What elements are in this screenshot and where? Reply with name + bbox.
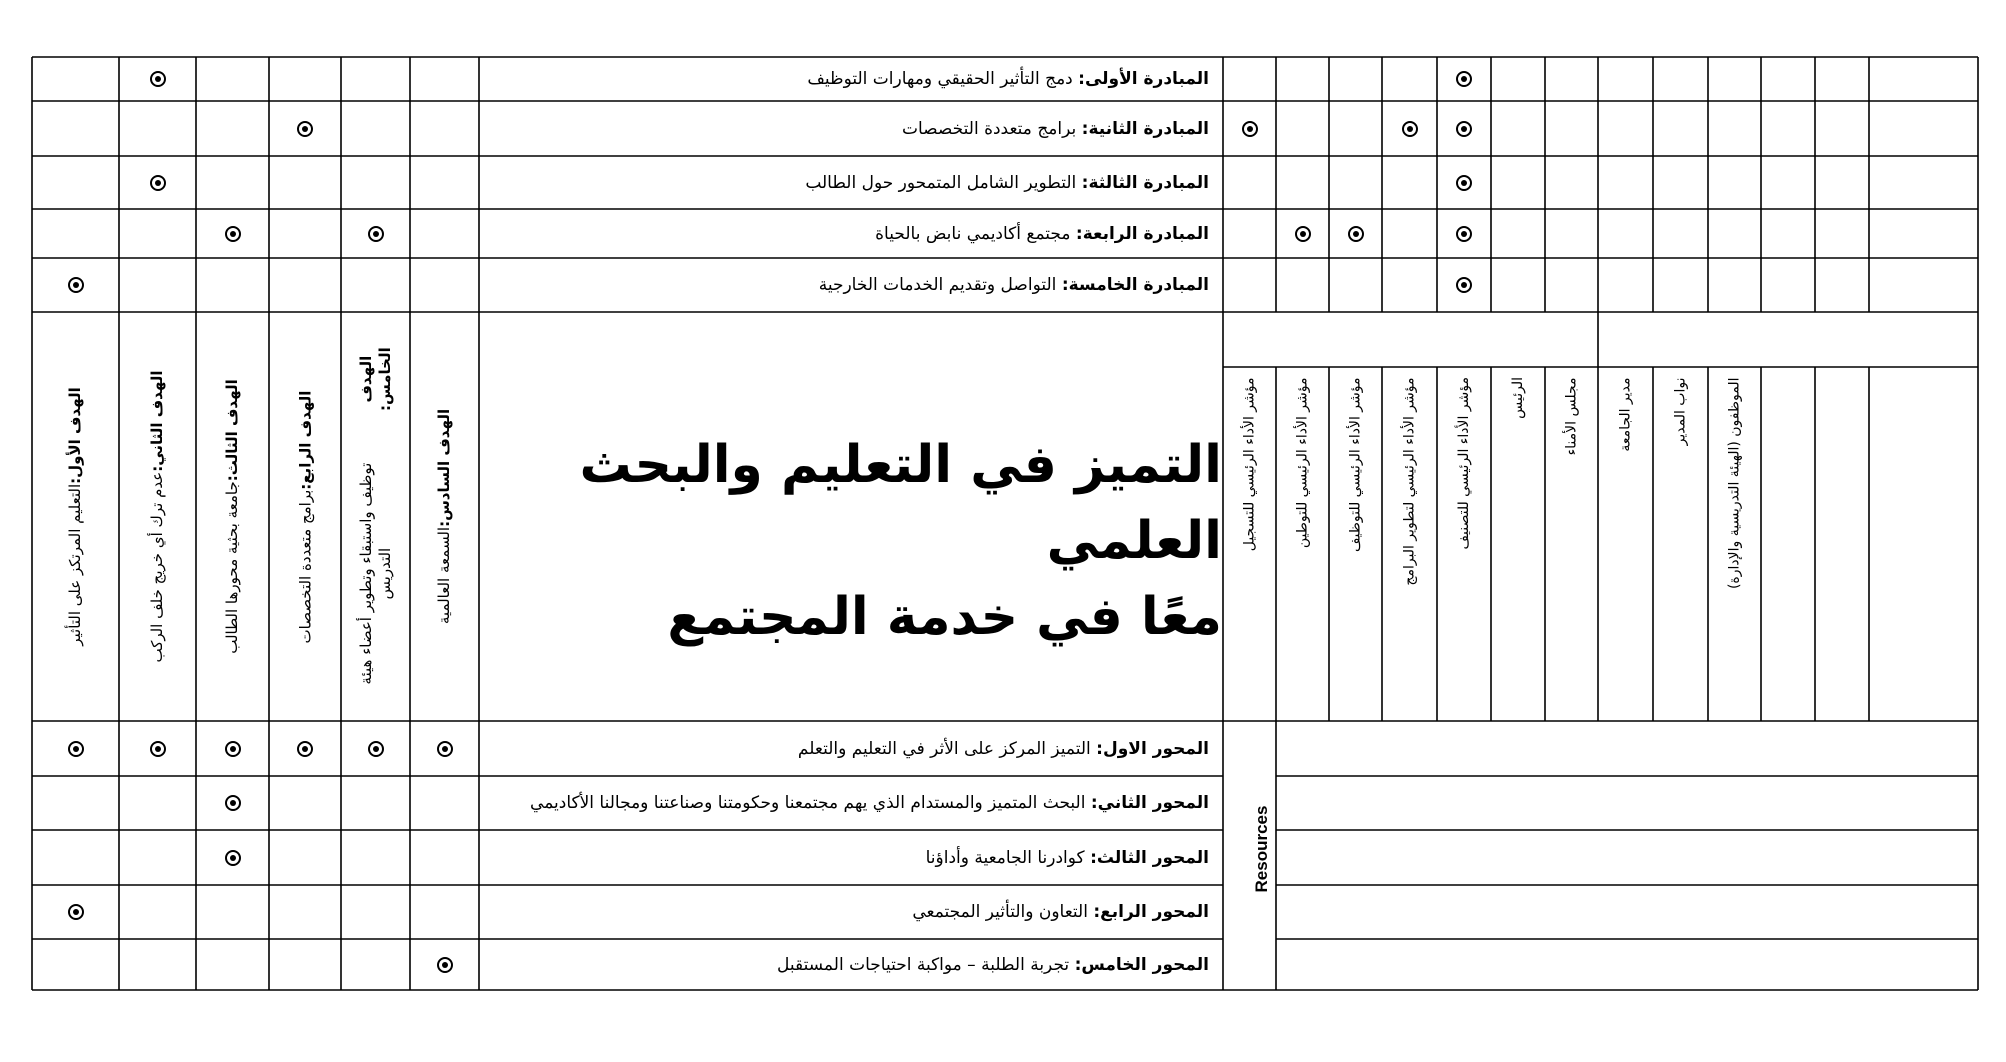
- initiative-kpi-mark: [1242, 121, 1258, 137]
- row-text: دمج التأثير الحقيقي ومهارات التوظيف: [807, 69, 1079, 89]
- axis-4: [912, 902, 1209, 922]
- row-text: برامج متعددة التخصصات: [902, 118, 1082, 139]
- title-line-1: التميز في التعليم والبحث العلمي: [579, 435, 1222, 571]
- row-text: التميز المركز على الأثر في التعليم والتعلم: [797, 738, 1097, 759]
- initiative-goal-mark: [150, 71, 166, 87]
- initiative-goal-mark: [150, 175, 166, 191]
- row-text: عدم ترك أي خريج خلف الركب: [148, 471, 166, 663]
- initiative-kpi-mark: [1456, 226, 1472, 242]
- axis-goal-mark: [368, 741, 384, 757]
- axis-goal-mark: [150, 741, 166, 757]
- row-text: السمعة العالمية: [435, 526, 453, 625]
- row-label: المبادرة الخامسة:: [1061, 275, 1209, 295]
- axis-goal-mark: [225, 795, 241, 811]
- initiative-goal-mark: [225, 226, 241, 242]
- axis-goal-mark: [437, 741, 453, 757]
- initiative-2: [902, 119, 1209, 139]
- initiative-kpi-mark: [1456, 175, 1472, 191]
- stakeholder-header-2: مجلس الأمناء: [1563, 377, 1579, 455]
- initiative-kpi-mark: [1295, 226, 1311, 242]
- initiative-3: [805, 173, 1209, 193]
- goal-header-5: [345, 322, 406, 711]
- row-label: المبادرة الثانية:: [1081, 118, 1209, 139]
- row-label: الهدف السادس:: [435, 408, 453, 527]
- row-text: التطوير الشامل المتمحور حول الطالب: [805, 172, 1082, 193]
- row-label: المحور الثالث:: [1090, 847, 1209, 868]
- stakeholder-header-3: مدير الجامعة: [1617, 377, 1633, 452]
- row-label: الهدف الثالث:: [223, 379, 241, 482]
- axis-3: [926, 848, 1209, 868]
- initiative-1: [807, 69, 1209, 89]
- initiative-kpi-mark: [1456, 277, 1472, 293]
- axis-5: [777, 955, 1209, 975]
- initiative-kpi-mark: [1456, 121, 1472, 137]
- stakeholder-header-1: الرئيس: [1509, 377, 1526, 419]
- page-title: [482, 427, 1222, 655]
- row-label: المحور الاول:: [1096, 738, 1209, 759]
- resources-label: Resources: [1252, 805, 1271, 893]
- row-text: برامج متعددة التخصصات: [295, 489, 314, 643]
- row-label: المبادرة الأولى:: [1078, 69, 1209, 89]
- axis-goal-mark: [297, 741, 313, 757]
- row-label: المحور الثاني:: [1090, 793, 1209, 813]
- goal-header-4: [273, 322, 337, 711]
- row-text: تجربة الطلبة – مواكبة احتياجات المستقبل: [777, 954, 1075, 975]
- row-text: التواصل وتقديم الخدمات الخارجية: [818, 275, 1062, 295]
- axis-goal-mark: [225, 850, 241, 866]
- initiative-goal-mark: [368, 226, 384, 242]
- row-label: الهدف الخامس:: [356, 347, 394, 411]
- kpi-header-3: مؤشر الأداء الرئيسي للتوظيف: [1347, 377, 1363, 552]
- initiative-kpi-mark: [1348, 226, 1364, 242]
- stakeholder-header-4: نواب المدير: [1672, 377, 1688, 445]
- row-text: كوادرنا الجامعية وأداؤنا: [925, 847, 1091, 868]
- initiative-kpi-mark: [1456, 71, 1472, 87]
- initiative-kpi-mark: [1402, 121, 1418, 137]
- row-text: البحث المتميز والمستدام الذي يهم مجتمعنا وحكومتنا وصناعتنا ومجالنا الأكاديمي: [530, 793, 1091, 813]
- row-text: التعاون والتأثير المجتمعي: [912, 902, 1094, 922]
- row-label: المحور الرابع:: [1093, 902, 1209, 922]
- row-label: الهدف الثاني:: [148, 370, 166, 472]
- goal-header-6: [414, 322, 475, 711]
- goal-header-2: [123, 322, 192, 711]
- initiative-4: [875, 224, 1209, 244]
- axis-1: [798, 739, 1209, 759]
- axis-goal-mark: [437, 957, 453, 973]
- row-text: توظيف واستبقاء وتطوير أعضاء هيئة التدريس: [356, 462, 394, 685]
- axis-goal-mark: [68, 904, 84, 920]
- initiative-goal-mark: [68, 277, 84, 293]
- goal-header-3: [200, 322, 265, 711]
- axis-goal-mark: [225, 741, 241, 757]
- row-label: المحور الخامس:: [1074, 954, 1209, 975]
- row-label: المبادرة الرابعة:: [1075, 223, 1209, 244]
- initiative-goal-mark: [297, 121, 313, 137]
- row-label: الهدف الأول:: [66, 387, 84, 484]
- row-text: مجتمع أكاديمي نابض بالحياة: [875, 223, 1076, 244]
- kpi-header-2: مؤشر الأداء الرئيسي للتوطين: [1294, 377, 1310, 548]
- kpi-header-5: مؤشر الأداء الرئيسي للتصنيف: [1455, 377, 1472, 550]
- row-text: التعليم المرتكز على التأثير: [66, 483, 84, 646]
- title-line-2: معًا في خدمة المجتمع: [667, 587, 1222, 647]
- axis-goal-mark: [68, 741, 84, 757]
- initiative-5: [819, 275, 1209, 295]
- kpi-header-1: مؤشر الأداء الرئيسي للتسجيل: [1241, 377, 1257, 551]
- kpi-header-4: مؤشر الأداء الرئيسي لتطوير البرامج: [1401, 377, 1417, 586]
- row-label: الهدف الرابع:: [295, 390, 314, 490]
- stakeholder-header-5: الموظفون (الهيئة التدريسية والإدارة): [1726, 377, 1742, 589]
- row-label: المبادرة الثالثة:: [1081, 172, 1209, 193]
- row-text: جامعة بحثية محورها الطالب: [223, 481, 241, 654]
- axis-2: [530, 793, 1209, 813]
- goal-header-1: [36, 322, 115, 711]
